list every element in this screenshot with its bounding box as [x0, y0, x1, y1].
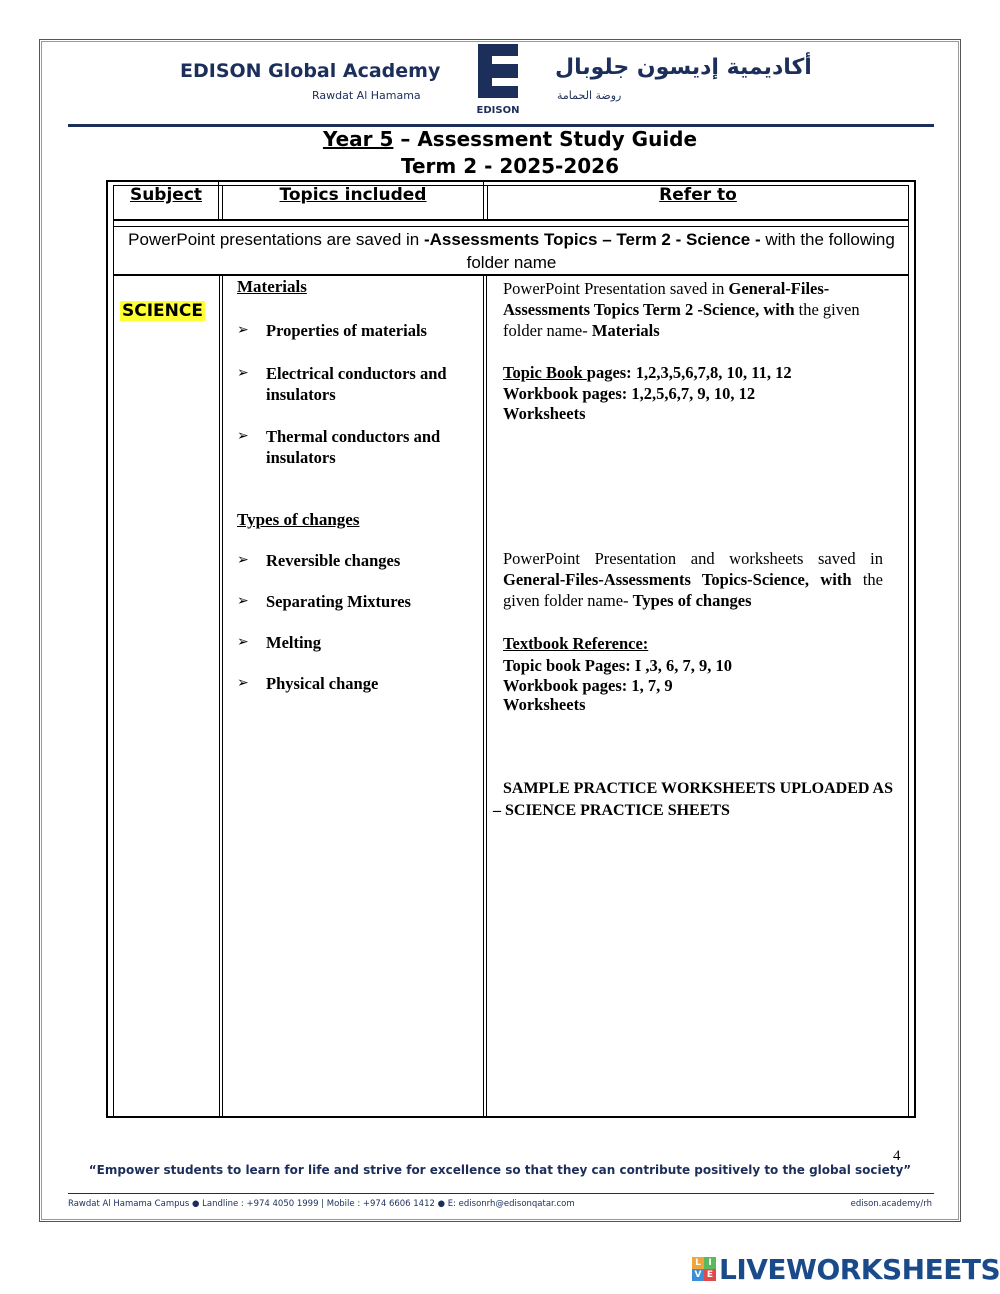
topic-bullet: ➢ Separating Mixtures — [237, 592, 411, 611]
ref-textbook-reference: Textbook Reference: — [503, 634, 649, 653]
document-title — [0, 127, 1000, 151]
title-rest: – Assessment Study Guide — [393, 127, 698, 151]
body-col-divider-2b — [486, 276, 487, 1118]
title-year: Year 5 — [322, 127, 394, 151]
note-prefix: PowerPoint presentations are saved in — [128, 230, 424, 249]
school-motto: “Empower students to learn for life and strive for excellence so that they can contribute positively to the global society” — [88, 1163, 912, 1177]
arrow-bullet-icon: ➢ — [237, 552, 249, 568]
page-border-inner — [41, 41, 959, 1220]
liveworksheets-text: LIVEWORKSHEETS — [719, 1252, 1000, 1286]
header-subject: Subject — [129, 185, 203, 205]
note-row-bottom — [113, 274, 909, 276]
ref-changes-worksheets: Worksheets — [503, 695, 586, 714]
ref-sample-practice: SAMPLE PRACTICE WORKSHEETS UPLOADED AS — [503, 780, 893, 797]
school-name-arabic: أكاديمية إديسون جلوبال — [555, 55, 812, 80]
table-left-border-inner — [113, 185, 114, 1118]
topic-bullet: ➢ Thermal conductors and insulators — [237, 427, 441, 467]
ref-materials-folder: PowerPoint Presentation saved in General-Files- Assessments Topics Term 2 -Science, with the given folder name- Materials — [503, 279, 860, 340]
arrow-bullet-icon: ➢ — [237, 593, 249, 609]
topic-bullet: ➢ Melting — [237, 633, 321, 652]
note-suffix: with the following folder name — [466, 230, 895, 272]
ref-changes-folder: PowerPoint Presentation and worksheets saved in General-Files-Assessments Topics-Science, with the given folder name- Types of changes — [503, 549, 883, 610]
topic-bullet: ➢ Reversible changes — [237, 551, 401, 570]
header-topics: Topics included — [279, 185, 427, 205]
footer-contact: Rawdat Al Hamama Campus ● Landline : +974 4050 1999 | Mobile : +974 6606 1412 ● E: edisonrh@edisonqatar.com — [68, 1199, 575, 1209]
campus-name-english: Rawdat Al Hamama — [312, 89, 421, 102]
edison-logo — [474, 42, 522, 116]
footer-website: edison.academy/rh — [850, 1199, 932, 1209]
ref-materials-worksheets: Worksheets — [503, 404, 586, 423]
page-number: 4 — [893, 1148, 901, 1164]
header-col-divider-1a — [218, 180, 219, 221]
topic-heading-types-of-changes: Types of changes — [237, 510, 360, 529]
arrow-bullet-icon: ➢ — [237, 675, 249, 691]
subject-science: SCIENCE — [122, 301, 203, 321]
topic-heading-materials: Materials — [237, 277, 307, 296]
table-right-border — [914, 180, 916, 1118]
liveworksheets-icon: L I V E — [692, 1257, 716, 1281]
body-col-divider-2a — [483, 276, 484, 1118]
document-term: Term 2 - 2025-2026 — [401, 154, 619, 178]
header-refer-to: Refer to — [659, 185, 737, 205]
topic-bullet: ➢ Physical change — [237, 674, 379, 693]
folder-note — [113, 228, 910, 274]
topic-bullet: ➢ Electrical conductors and insulators — [237, 364, 447, 404]
liveworksheets-logo — [692, 1254, 1000, 1284]
table-left-border — [106, 180, 108, 1118]
table-top-border — [106, 180, 916, 182]
arrow-bullet-icon: ➢ — [237, 634, 249, 650]
footer-divider — [68, 1193, 934, 1194]
ref-materials-workbook: Workbook pages: 1,2,5,6,7, 9, 10, 12 — [503, 384, 756, 403]
arrow-bullet-icon: ➢ — [237, 322, 249, 338]
table-right-border-inner — [908, 185, 909, 1118]
body-col-divider-1a — [219, 276, 220, 1118]
ref-changes-workbook: Workbook pages: 1, 7, 9 — [503, 676, 673, 695]
body-col-divider-1b — [222, 276, 223, 1118]
topic-bullet: ➢ Properties of materials — [237, 321, 427, 340]
arrow-bullet-icon: ➢ — [237, 428, 249, 444]
school-name-english: EDISON Global Academy — [180, 60, 441, 82]
ref-sample-practice-2: – SCIENCE PRACTICE SHEETS — [493, 802, 730, 819]
table-bottom-border — [106, 1116, 916, 1118]
arrow-bullet-icon: ➢ — [237, 365, 249, 381]
note-bold: -Assessments Topics – Term 2 - Science - — [423, 230, 761, 249]
header-col-divider-2a — [483, 180, 484, 221]
ref-materials-topic-book: Topic Book pages: 1,2,3,5,6,7,8, 10, 11, 12 — [503, 363, 792, 382]
note-row-top — [113, 226, 909, 227]
campus-name-arabic: روضة الحمامة — [557, 89, 622, 102]
header-row-bottom — [113, 219, 909, 221]
ref-changes-topic-book: Topic book Pages: I ,3, 6, 7, 9, 10 — [503, 656, 733, 675]
logo-word: EDISON — [476, 105, 520, 116]
